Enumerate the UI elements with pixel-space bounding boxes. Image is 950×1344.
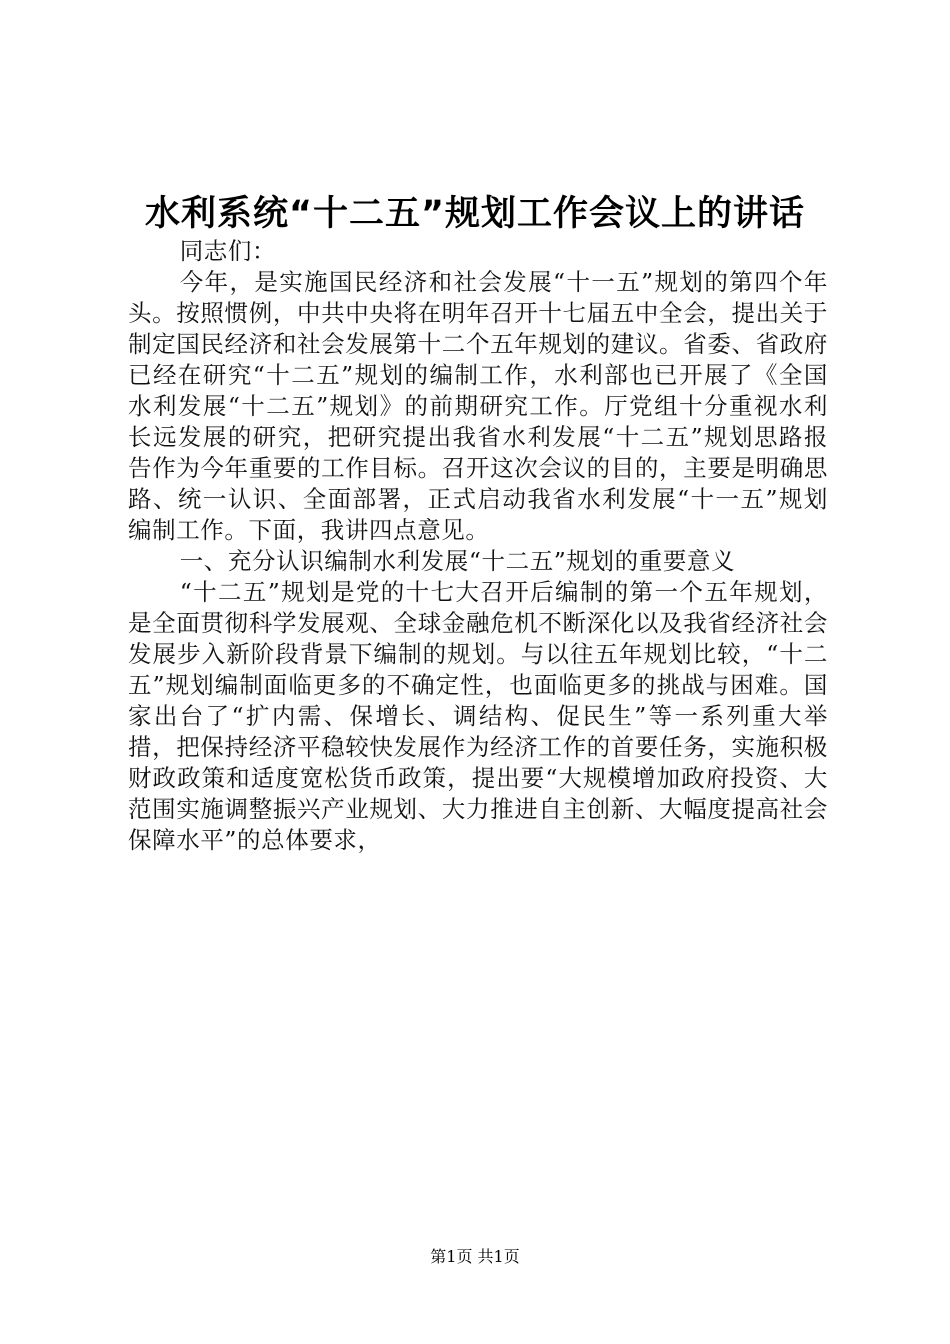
document-title: 水利系统“十二五”规划工作会议上的讲话 <box>144 194 805 234</box>
page-number-footer: 第1页 共1页 <box>430 1247 520 1266</box>
section-heading: 一、充分认识编制水利发展“十二五”规划的重要意义 <box>179 547 736 575</box>
paragraph-section-1: “十二五”规划是党的十七大召开后编制的第一个五年规划，是全面贯彻科学发展观、全球金融危机不断深化以及我省经济社会发展步入新阶段背景下编制的规划。与以往五年规划比较，“十二五”规划编制面临更多的不确定性，也面临更多的挑战与困难。国家出台了“扩内需、保增长、调结构、促民生”等一系列重大举措，把保持经济平稳较快发展作为经济工作的首要任务，实施积极财政政策和适度宽松货币政策，提出要“大规模增加政府投资、大范围实施调整振兴产业规划、大力推进自主创新、大幅度提高社会保障水平”的总体要求， <box>128 578 828 854</box>
paragraph-intro: 今年，是实施国民经济和社会发展“十一五”规划的第四个年头。按照惯例，中共中央将在明年召开十七届五中全会，提出关于制定国民经济和社会发展第十二个五年规划的建议。省委、省政府已经在研究“十二五”规划的编制工作，水利部也已开展了《全国水利发展“十二五”规划》的前期研究工作。厅党组十分重视水利长远发展的研究，把研究提出我省水利发展“十二五”规划思路报告作为今年重要的工作目标。召开这次会议的目的，主要是明确思路、统一认识、全面部署，正式启动我省水利发展“十一五”规划编制工作。下面，我讲四点意见。 <box>128 268 828 544</box>
document-body <box>128 236 828 856</box>
salutation: 同志们： <box>179 237 277 265</box>
